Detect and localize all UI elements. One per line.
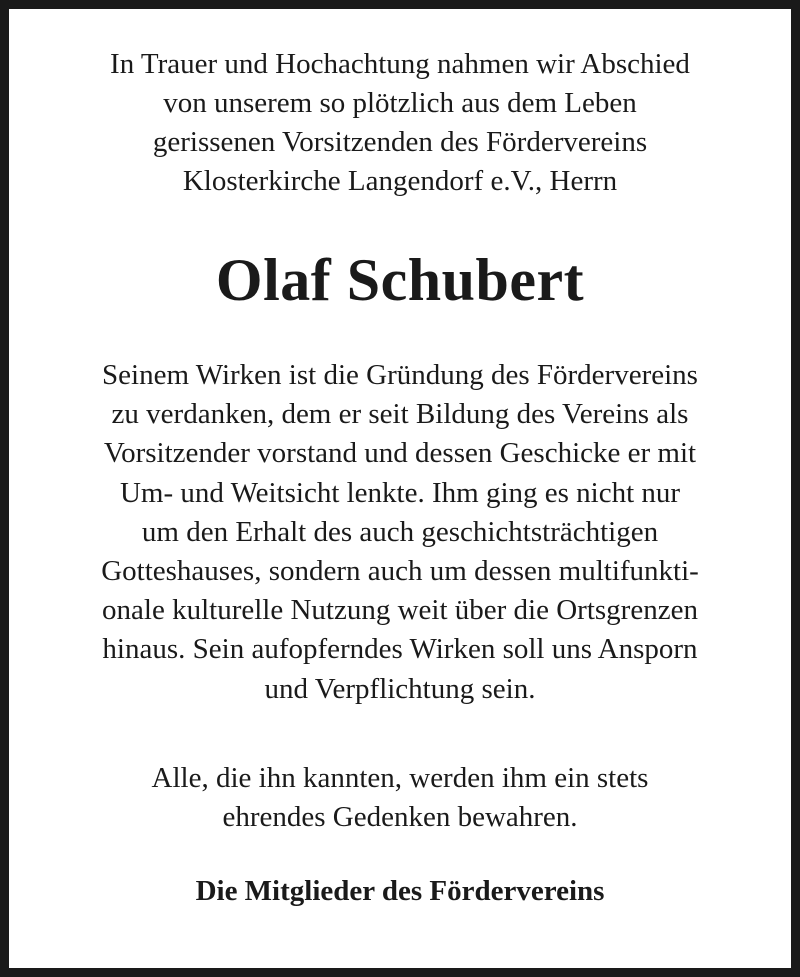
intro-line: In Trauer und Hochachtung nahmen wir Abschied xyxy=(110,48,690,80)
remembrance-line: Alle, die ihn kannten, werden ihm ein stets xyxy=(151,762,649,794)
tribute-line: und Verpflichtung sein. xyxy=(264,672,536,705)
tribute-line: Gotteshauses, sondern auch um dessen multifunkti- xyxy=(101,555,699,588)
remembrance-line: ehrendes Gedenken bewahren. xyxy=(222,801,578,833)
tribute-line: Vorsitzender vorstand und dessen Geschicke er mit xyxy=(103,437,697,470)
tribute-paragraph xyxy=(9,356,791,709)
tribute-line: Seinem Wirken ist die Gründung des Fördervereins xyxy=(102,359,698,391)
tribute-line: onale kulturelle Nutzung weit über die Ortsgrenzen xyxy=(102,594,698,627)
intro-paragraph xyxy=(9,45,791,201)
signature: Die Mitglieder des Fördervereins xyxy=(195,875,605,907)
intro-line: gerissenen Vorsitzenden des Fördervereins xyxy=(152,126,648,158)
tribute-line: hinaus. Sein aufopferndes Wirken soll uns Ansporn xyxy=(102,633,698,666)
tribute-line: um den Erhalt des auch geschichtsträchtigen xyxy=(141,515,659,548)
deceased-name: Olaf Schubert xyxy=(215,247,585,313)
intro-line: von unserem so plötzlich aus dem Leben xyxy=(163,87,637,119)
tribute-line: Um- und Weitsicht lenkte. Ihm ging es nicht nur xyxy=(119,476,681,509)
tribute-line: zu verdanken, dem er seit Bildung des Vereins als xyxy=(111,398,689,431)
remembrance-paragraph xyxy=(9,759,791,837)
intro-line: Klosterkirche Langendorf e.V., Herrn xyxy=(182,165,618,197)
